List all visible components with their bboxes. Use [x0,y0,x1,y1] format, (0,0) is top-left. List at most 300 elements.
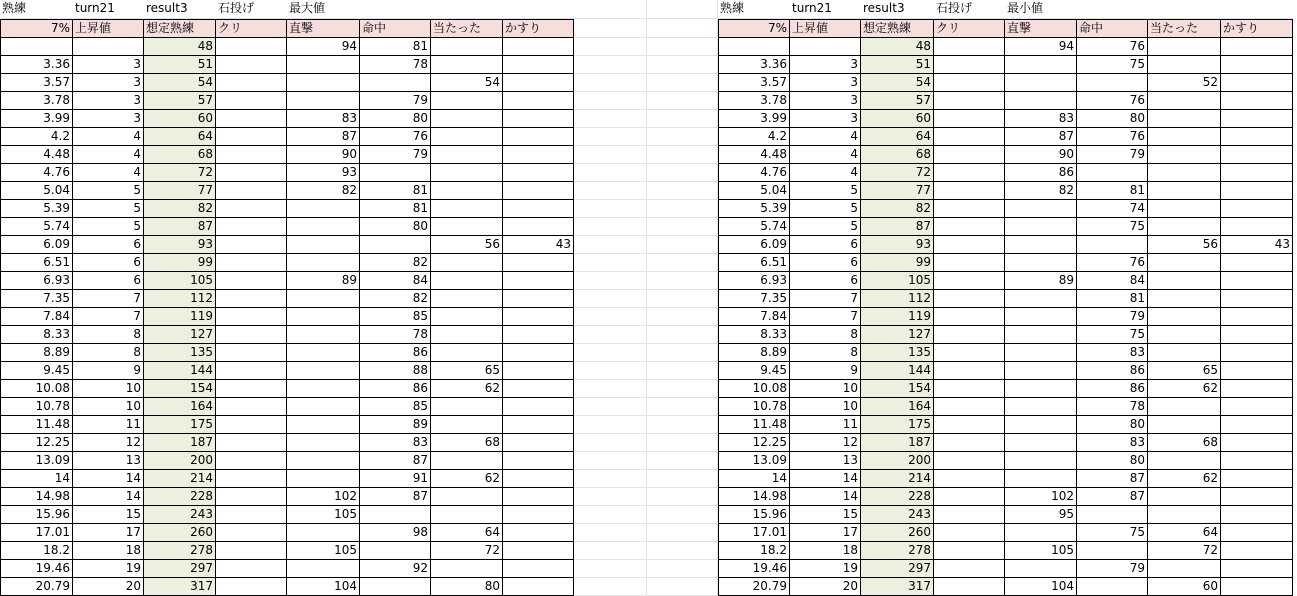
empty-cell[interactable] [574,524,647,542]
right-data-cell[interactable]: 79 [1077,560,1148,578]
left-data-cell[interactable]: 85 [360,308,431,326]
left-data-cell[interactable]: 51 [144,56,216,74]
right-data-cell[interactable]: 5.39 [718,200,790,218]
left-data-cell[interactable]: 102 [287,488,360,506]
left-data-cell[interactable] [216,308,287,326]
right-data-cell[interactable] [718,38,790,56]
left-data-cell[interactable]: 6.09 [0,236,73,254]
right-data-cell[interactable] [1221,524,1293,542]
empty-cell[interactable] [574,578,647,596]
left-data-cell[interactable] [216,164,287,182]
right-data-cell[interactable]: 144 [861,362,934,380]
right-data-cell[interactable] [1005,416,1077,434]
left-data-cell[interactable]: 72 [144,164,216,182]
left-data-cell[interactable]: 8.89 [0,344,73,362]
right-data-cell[interactable]: 12 [790,434,861,452]
left-data-cell[interactable] [503,56,574,74]
left-data-cell[interactable]: 164 [144,398,216,416]
left-data-cell[interactable]: 15.96 [0,506,73,524]
left-data-cell[interactable]: 105 [287,542,360,560]
right-data-cell[interactable] [1005,236,1077,254]
right-data-cell[interactable] [934,326,1005,344]
right-data-cell[interactable]: 94 [1005,38,1077,56]
right-header-cell[interactable]: 上昇値 [790,19,861,38]
right-data-cell[interactable]: 154 [861,380,934,398]
right-data-cell[interactable] [1221,56,1293,74]
right-data-cell[interactable] [1005,308,1077,326]
left-data-cell[interactable]: 68 [144,146,216,164]
left-data-cell[interactable] [503,110,574,128]
left-data-cell[interactable]: 11.48 [0,416,73,434]
left-data-cell[interactable] [216,200,287,218]
right-data-cell[interactable]: 62 [1148,470,1221,488]
right-data-cell[interactable]: 9.45 [718,362,790,380]
right-data-cell[interactable]: 87 [1005,128,1077,146]
left-data-cell[interactable] [216,398,287,416]
left-data-cell[interactable]: 89 [360,416,431,434]
left-data-cell[interactable] [360,164,431,182]
left-data-cell[interactable]: 93 [144,236,216,254]
left-data-cell[interactable] [216,236,287,254]
left-data-cell[interactable] [216,524,287,542]
cell[interactable] [503,0,574,19]
empty-cell[interactable] [647,578,718,596]
right-data-cell[interactable] [934,290,1005,308]
right-header-cell[interactable]: クリ [934,19,1005,38]
left-data-cell[interactable]: 87 [360,488,431,506]
right-data-cell[interactable] [1221,128,1293,146]
left-data-cell[interactable]: 5.39 [0,200,73,218]
left-data-cell[interactable] [503,434,574,452]
right-data-cell[interactable] [1005,290,1077,308]
right-data-cell[interactable]: 62 [1148,380,1221,398]
left-data-cell[interactable]: 87 [144,218,216,236]
left-data-cell[interactable] [503,146,574,164]
left-data-cell[interactable]: 94 [287,38,360,56]
right-data-cell[interactable] [934,38,1005,56]
empty-cell[interactable] [647,506,718,524]
empty-cell[interactable] [647,110,718,128]
left-data-cell[interactable] [287,416,360,434]
right-data-cell[interactable]: 102 [1005,488,1077,506]
right-data-cell[interactable]: 4.76 [718,164,790,182]
empty-cell[interactable] [647,380,718,398]
right-data-cell[interactable]: 317 [861,578,934,596]
right-data-cell[interactable]: 13.09 [718,452,790,470]
right-data-cell[interactable]: 7.35 [718,290,790,308]
right-data-cell[interactable] [1148,344,1221,362]
left-data-cell[interactable] [216,578,287,596]
left-data-cell[interactable]: 3 [73,110,144,128]
left-data-cell[interactable]: 80 [360,110,431,128]
left-data-cell[interactable] [431,128,503,146]
left-data-cell[interactable] [503,164,574,182]
left-data-cell[interactable] [431,164,503,182]
empty-cell[interactable] [647,272,718,290]
right-data-cell[interactable] [790,38,861,56]
empty-cell[interactable] [647,182,718,200]
left-title-label[interactable]: 熟練 [0,0,73,19]
right-data-cell[interactable] [1148,308,1221,326]
right-data-cell[interactable]: 200 [861,452,934,470]
left-data-cell[interactable] [503,218,574,236]
right-data-cell[interactable] [1148,164,1221,182]
left-data-cell[interactable] [216,452,287,470]
left-data-cell[interactable] [216,290,287,308]
left-data-cell[interactable] [216,542,287,560]
left-data-cell[interactable]: 260 [144,524,216,542]
right-data-cell[interactable] [1221,218,1293,236]
left-data-cell[interactable] [503,254,574,272]
left-data-cell[interactable]: 6 [73,272,144,290]
empty-cell[interactable] [574,200,647,218]
right-data-cell[interactable] [934,56,1005,74]
left-header-cell[interactable]: 命中 [360,19,431,38]
right-data-cell[interactable] [1005,398,1077,416]
empty-cell[interactable] [647,74,718,92]
empty-cell[interactable] [647,560,718,578]
empty-cell[interactable] [647,19,718,38]
right-data-cell[interactable] [1221,362,1293,380]
left-data-cell[interactable]: 18 [73,542,144,560]
right-data-cell[interactable]: 76 [1077,92,1148,110]
right-data-cell[interactable] [1221,398,1293,416]
left-data-cell[interactable]: 81 [360,38,431,56]
empty-cell[interactable] [647,434,718,452]
empty-cell[interactable] [574,218,647,236]
left-data-cell[interactable]: 62 [431,380,503,398]
right-data-cell[interactable]: 14 [790,470,861,488]
right-data-cell[interactable]: 104 [1005,578,1077,596]
left-data-cell[interactable]: 200 [144,452,216,470]
right-data-cell[interactable]: 11.48 [718,416,790,434]
left-data-cell[interactable]: 81 [360,200,431,218]
right-data-cell[interactable] [1148,182,1221,200]
right-data-cell[interactable]: 297 [861,560,934,578]
right-data-cell[interactable]: 60 [1148,578,1221,596]
right-data-cell[interactable]: 5 [790,182,861,200]
right-data-cell[interactable] [1148,128,1221,146]
left-data-cell[interactable]: 14 [73,488,144,506]
left-data-cell[interactable] [431,182,503,200]
left-data-cell[interactable]: 4.76 [0,164,73,182]
left-data-cell[interactable] [503,200,574,218]
right-data-cell[interactable]: 4 [790,164,861,182]
empty-cell[interactable] [574,560,647,578]
left-data-cell[interactable] [503,74,574,92]
right-data-cell[interactable]: 81 [1077,182,1148,200]
left-data-cell[interactable]: 20.79 [0,578,73,596]
right-data-cell[interactable]: 87 [1077,470,1148,488]
right-data-cell[interactable] [1221,470,1293,488]
left-data-cell[interactable]: 68 [431,434,503,452]
empty-cell[interactable] [574,416,647,434]
left-data-cell[interactable]: 10 [73,380,144,398]
left-header-cell[interactable]: 当たった [431,19,503,38]
left-data-cell[interactable]: 82 [287,182,360,200]
cell[interactable] [1221,0,1293,19]
left-data-cell[interactable] [431,506,503,524]
left-data-cell[interactable] [360,236,431,254]
left-data-cell[interactable] [216,272,287,290]
empty-cell[interactable] [647,254,718,272]
left-data-cell[interactable]: 10.78 [0,398,73,416]
cell[interactable] [1148,0,1221,19]
right-data-cell[interactable] [934,542,1005,560]
right-data-cell[interactable]: 54 [861,74,934,92]
left-data-cell[interactable] [431,254,503,272]
right-data-cell[interactable] [934,506,1005,524]
left-data-cell[interactable] [216,344,287,362]
empty-cell[interactable] [574,380,647,398]
right-data-cell[interactable] [1005,254,1077,272]
right-data-cell[interactable]: 76 [1077,128,1148,146]
right-data-cell[interactable]: 52 [1148,74,1221,92]
left-data-cell[interactable]: 56 [431,236,503,254]
empty-cell[interactable] [647,128,718,146]
right-data-cell[interactable]: 87 [861,218,934,236]
empty-cell[interactable] [574,290,647,308]
left-data-cell[interactable]: 144 [144,362,216,380]
right-data-cell[interactable]: 8 [790,344,861,362]
left-data-cell[interactable] [216,182,287,200]
right-data-cell[interactable] [1148,326,1221,344]
left-data-cell[interactable]: 91 [360,470,431,488]
right-data-cell[interactable] [1005,362,1077,380]
left-data-cell[interactable] [431,272,503,290]
right-data-cell[interactable] [934,452,1005,470]
right-data-cell[interactable]: 5 [790,200,861,218]
right-data-cell[interactable]: 6 [790,254,861,272]
right-data-cell[interactable]: 82 [861,200,934,218]
right-data-cell[interactable]: 76 [1077,254,1148,272]
left-data-cell[interactable]: 98 [360,524,431,542]
empty-cell[interactable] [647,56,718,74]
left-data-cell[interactable] [216,74,287,92]
right-data-cell[interactable] [1148,452,1221,470]
left-data-cell[interactable]: 127 [144,326,216,344]
right-data-cell[interactable] [1005,452,1077,470]
right-data-cell[interactable]: 77 [861,182,934,200]
right-data-cell[interactable] [934,308,1005,326]
left-data-cell[interactable]: 3.57 [0,74,73,92]
left-data-cell[interactable] [431,92,503,110]
left-data-cell[interactable]: 88 [360,362,431,380]
left-data-cell[interactable]: 3.99 [0,110,73,128]
left-data-cell[interactable]: 54 [431,74,503,92]
empty-cell[interactable] [574,164,647,182]
left-data-cell[interactable]: 18.2 [0,542,73,560]
left-data-cell[interactable] [216,416,287,434]
empty-cell[interactable] [574,110,647,128]
left-header-cell[interactable]: 上昇値 [73,19,144,38]
right-data-cell[interactable]: 6 [790,272,861,290]
left-data-cell[interactable]: 78 [360,56,431,74]
left-data-cell[interactable]: 4.2 [0,128,73,146]
empty-cell[interactable] [647,218,718,236]
left-header-cell[interactable]: 7% [0,19,73,38]
left-title-label[interactable]: turn21 [73,0,144,19]
left-data-cell[interactable]: 79 [360,146,431,164]
right-data-cell[interactable] [1221,326,1293,344]
right-data-cell[interactable] [1221,200,1293,218]
left-data-cell[interactable]: 86 [360,380,431,398]
left-data-cell[interactable] [503,416,574,434]
left-data-cell[interactable]: 13.09 [0,452,73,470]
left-data-cell[interactable]: 87 [360,452,431,470]
left-data-cell[interactable]: 87 [287,128,360,146]
left-data-cell[interactable]: 57 [144,92,216,110]
left-data-cell[interactable] [287,200,360,218]
right-data-cell[interactable]: 187 [861,434,934,452]
left-data-cell[interactable] [503,524,574,542]
right-data-cell[interactable]: 8.89 [718,344,790,362]
left-data-cell[interactable] [360,506,431,524]
right-data-cell[interactable]: 10 [790,380,861,398]
right-data-cell[interactable] [934,434,1005,452]
left-data-cell[interactable] [503,128,574,146]
left-data-cell[interactable] [503,182,574,200]
left-data-cell[interactable]: 187 [144,434,216,452]
left-data-cell[interactable] [216,38,287,56]
left-data-cell[interactable]: 105 [287,506,360,524]
left-data-cell[interactable]: 80 [360,218,431,236]
right-data-cell[interactable] [1077,542,1148,560]
right-data-cell[interactable] [1221,506,1293,524]
right-data-cell[interactable] [934,128,1005,146]
right-data-cell[interactable] [1148,488,1221,506]
right-data-cell[interactable] [1148,560,1221,578]
left-data-cell[interactable]: 78 [360,326,431,344]
left-data-cell[interactable]: 4 [73,164,144,182]
left-data-cell[interactable] [503,506,574,524]
right-data-cell[interactable]: 4.48 [718,146,790,164]
right-data-cell[interactable] [934,218,1005,236]
right-data-cell[interactable] [934,182,1005,200]
left-data-cell[interactable]: 4.48 [0,146,73,164]
empty-cell[interactable] [574,506,647,524]
left-data-cell[interactable] [216,488,287,506]
right-data-cell[interactable] [1221,308,1293,326]
empty-cell[interactable] [647,470,718,488]
right-header-cell[interactable]: 当たった [1148,19,1221,38]
right-data-cell[interactable]: 14.98 [718,488,790,506]
left-data-cell[interactable]: 154 [144,380,216,398]
empty-cell[interactable] [647,344,718,362]
right-data-cell[interactable]: 75 [1077,524,1148,542]
right-data-cell[interactable]: 8 [790,326,861,344]
right-header-cell[interactable]: 命中 [1077,19,1148,38]
right-data-cell[interactable]: 12.25 [718,434,790,452]
left-data-cell[interactable]: 3.78 [0,92,73,110]
left-data-cell[interactable] [0,38,73,56]
right-data-cell[interactable] [1221,488,1293,506]
right-data-cell[interactable]: 19.46 [718,560,790,578]
right-data-cell[interactable]: 76 [1077,38,1148,56]
right-data-cell[interactable]: 86 [1077,380,1148,398]
right-data-cell[interactable] [934,200,1005,218]
left-data-cell[interactable]: 6.93 [0,272,73,290]
empty-cell[interactable] [574,272,647,290]
left-data-cell[interactable]: 92 [360,560,431,578]
right-data-cell[interactable]: 17 [790,524,861,542]
left-title-label[interactable]: 最大値 [287,0,360,19]
left-data-cell[interactable]: 17 [73,524,144,542]
left-data-cell[interactable] [503,308,574,326]
left-data-cell[interactable]: 243 [144,506,216,524]
left-data-cell[interactable]: 81 [360,182,431,200]
left-data-cell[interactable] [216,218,287,236]
left-data-cell[interactable]: 90 [287,146,360,164]
right-data-cell[interactable]: 80 [1077,416,1148,434]
left-data-cell[interactable]: 76 [360,128,431,146]
right-data-cell[interactable]: 6.93 [718,272,790,290]
right-data-cell[interactable]: 18 [790,542,861,560]
right-data-cell[interactable] [1005,74,1077,92]
right-data-cell[interactable] [1005,326,1077,344]
left-data-cell[interactable]: 12 [73,434,144,452]
right-title-label[interactable]: 石投げ [934,0,1005,19]
left-data-cell[interactable]: 85 [360,398,431,416]
empty-cell[interactable] [647,290,718,308]
right-title-label[interactable]: 熟練 [718,0,790,19]
empty-cell[interactable] [574,254,647,272]
left-data-cell[interactable] [216,470,287,488]
left-data-cell[interactable]: 7.84 [0,308,73,326]
right-data-cell[interactable] [934,380,1005,398]
left-data-cell[interactable] [503,326,574,344]
left-data-cell[interactable] [431,488,503,506]
right-data-cell[interactable]: 14 [790,488,861,506]
right-data-cell[interactable]: 4 [790,146,861,164]
empty-cell[interactable] [647,398,718,416]
right-data-cell[interactable]: 83 [1077,344,1148,362]
right-data-cell[interactable]: 56 [1148,236,1221,254]
right-data-cell[interactable]: 57 [861,92,934,110]
left-data-cell[interactable] [503,578,574,596]
left-data-cell[interactable]: 72 [431,542,503,560]
left-data-cell[interactable] [431,56,503,74]
left-data-cell[interactable]: 119 [144,308,216,326]
right-data-cell[interactable] [1221,290,1293,308]
left-data-cell[interactable] [503,560,574,578]
right-data-cell[interactable] [1221,182,1293,200]
right-data-cell[interactable] [1221,434,1293,452]
left-data-cell[interactable] [287,452,360,470]
right-data-cell[interactable]: 10.78 [718,398,790,416]
left-data-cell[interactable]: 6 [73,236,144,254]
left-data-cell[interactable] [431,452,503,470]
left-data-cell[interactable] [216,254,287,272]
right-data-cell[interactable]: 60 [861,110,934,128]
right-data-cell[interactable] [1221,92,1293,110]
right-data-cell[interactable] [934,272,1005,290]
left-data-cell[interactable] [503,470,574,488]
left-data-cell[interactable] [287,398,360,416]
right-data-cell[interactable]: 75 [1077,218,1148,236]
left-data-cell[interactable]: 64 [431,524,503,542]
right-data-cell[interactable] [1148,416,1221,434]
right-data-cell[interactable] [934,470,1005,488]
right-data-cell[interactable]: 20.79 [718,578,790,596]
left-data-cell[interactable] [431,38,503,56]
left-header-cell[interactable]: クリ [216,19,287,38]
empty-cell[interactable] [574,74,647,92]
right-header-cell[interactable]: 7% [718,19,790,38]
left-data-cell[interactable]: 13 [73,452,144,470]
left-data-cell[interactable]: 317 [144,578,216,596]
left-data-cell[interactable] [503,542,574,560]
